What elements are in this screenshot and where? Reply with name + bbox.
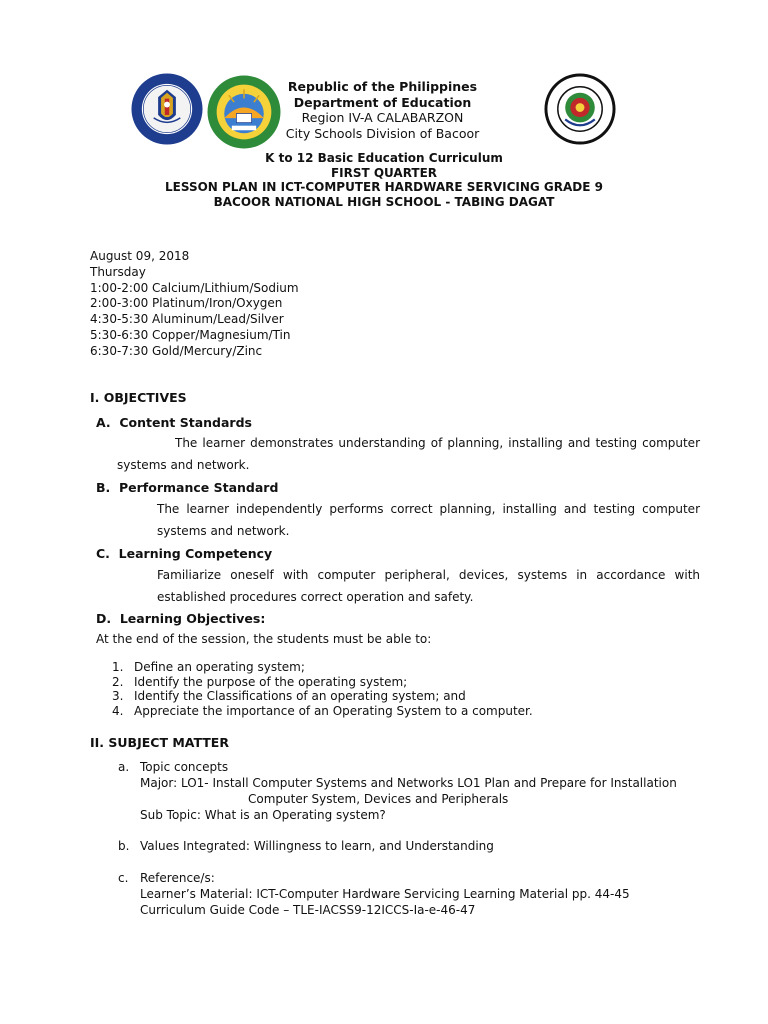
content-standards-text: The learner demonstrates understanding of planning, installing and testing computer systems and network. (117, 436, 700, 472)
title-curriculum: K to 12 Basic Education Curriculum (265, 151, 503, 165)
city-schools-division-seal-logo (206, 74, 282, 150)
schedule-session: 4:30-5:30 Aluminum/Lead/Silver (90, 312, 284, 327)
header-division: City Schools Division of Bacoor (285, 125, 480, 141)
lesson-plan-title (100, 151, 668, 209)
topic-concepts-item: a. Topic concepts (118, 760, 229, 774)
content-standards-title: Content Standards (119, 415, 252, 430)
performance-standard-heading (96, 480, 278, 495)
bacoor-national-high-school-seal-logo (543, 72, 617, 146)
list-item: 4. Appreciate the importance of an Operating System to a computer. (112, 703, 533, 718)
references-item: c. Reference/s: (118, 871, 215, 885)
schedule-date: August 09, 2018 (90, 249, 190, 263)
content-standards-heading (96, 415, 252, 430)
learning-objectives-intro: At the end of the session, the students must be able to: (96, 632, 432, 646)
schedule-session: 1:00-2:00 Calcium/Lithium/Sodium (90, 280, 299, 295)
learning-competency-text: Familiarize oneself with computer peripheral, devices, systems in accordance with established procedures correct operation and safety. (157, 568, 700, 604)
learning-objectives-title: Learning Objectives: (119, 611, 266, 626)
performance-standard-label: B. (96, 480, 111, 495)
performance-standard-text: The learner independently performs correct planning, installing and testing computer systems and network. (157, 502, 700, 538)
title-school: BACOOR NATIONAL HIGH SCHOOL - TABING DAGAT (213, 194, 555, 209)
learners-material-reference: Learner’s Material: ICT-Computer Hardware Servicing Learning Material pp. 44-45 (140, 887, 630, 901)
schedule-session: 5:30-6:30 Copper/Magnesium/Tin (90, 327, 291, 342)
learning-competency-title: Learning Competency (118, 546, 273, 561)
content-standards-label: A. (96, 415, 111, 430)
curriculum-guide-reference: Curriculum Guide Code – TLE-IACSS9-12ICCS-Ia-e-46-47 (140, 903, 476, 917)
sub-topic: Sub Topic: What is an Operating system? (140, 808, 386, 822)
title-quarter: FIRST QUARTER (330, 165, 438, 180)
deped-seal-logo (130, 72, 204, 146)
list-item: 3. Identify the Classifications of an operating system; and (112, 689, 466, 703)
learning-objectives-label: D. (96, 611, 112, 626)
list-item: 2. Identify the purpose of the operating system; (112, 674, 408, 689)
objectives-heading: I. OBJECTIVES (90, 390, 187, 405)
major-topic: Major: LO1- Install Computer Systems and Networks LO1 Plan and Prepare for Installation (140, 776, 677, 790)
values-integrated-item: b. Values Integrated: Willingness to learn, and Understanding (118, 839, 494, 853)
schedule-session: 6:30-7:30 Gold/Mercury/Zinc (90, 343, 263, 358)
learning-objectives-heading (96, 611, 265, 626)
performance-standard-title: Performance Standard (119, 480, 279, 495)
schedule-session: 2:00-3:00 Platinum/Iron/Oxygen (90, 296, 283, 311)
header-department: Department of Education (293, 94, 472, 110)
list-item: 1. Define an operating system; (112, 660, 305, 674)
title-lesson-plan: LESSON PLAN IN ICT-COMPUTER HARDWARE SERVICING GRADE 9 (165, 180, 603, 194)
learning-competency-heading (96, 546, 272, 561)
header-republic: Republic of the Philippines (287, 79, 478, 94)
header-region: Region IV-A CALABARZON (301, 110, 464, 125)
learning-objectives-list (112, 660, 533, 718)
major-topic-continued: Computer System, Devices and Peripherals (248, 792, 509, 806)
schedule (90, 249, 299, 360)
subject-matter-heading: II. SUBJECT MATTER (90, 735, 229, 750)
learning-competency-label: C. (96, 546, 110, 561)
schedule-day: Thursday (90, 264, 146, 279)
agency-header (285, 79, 480, 141)
